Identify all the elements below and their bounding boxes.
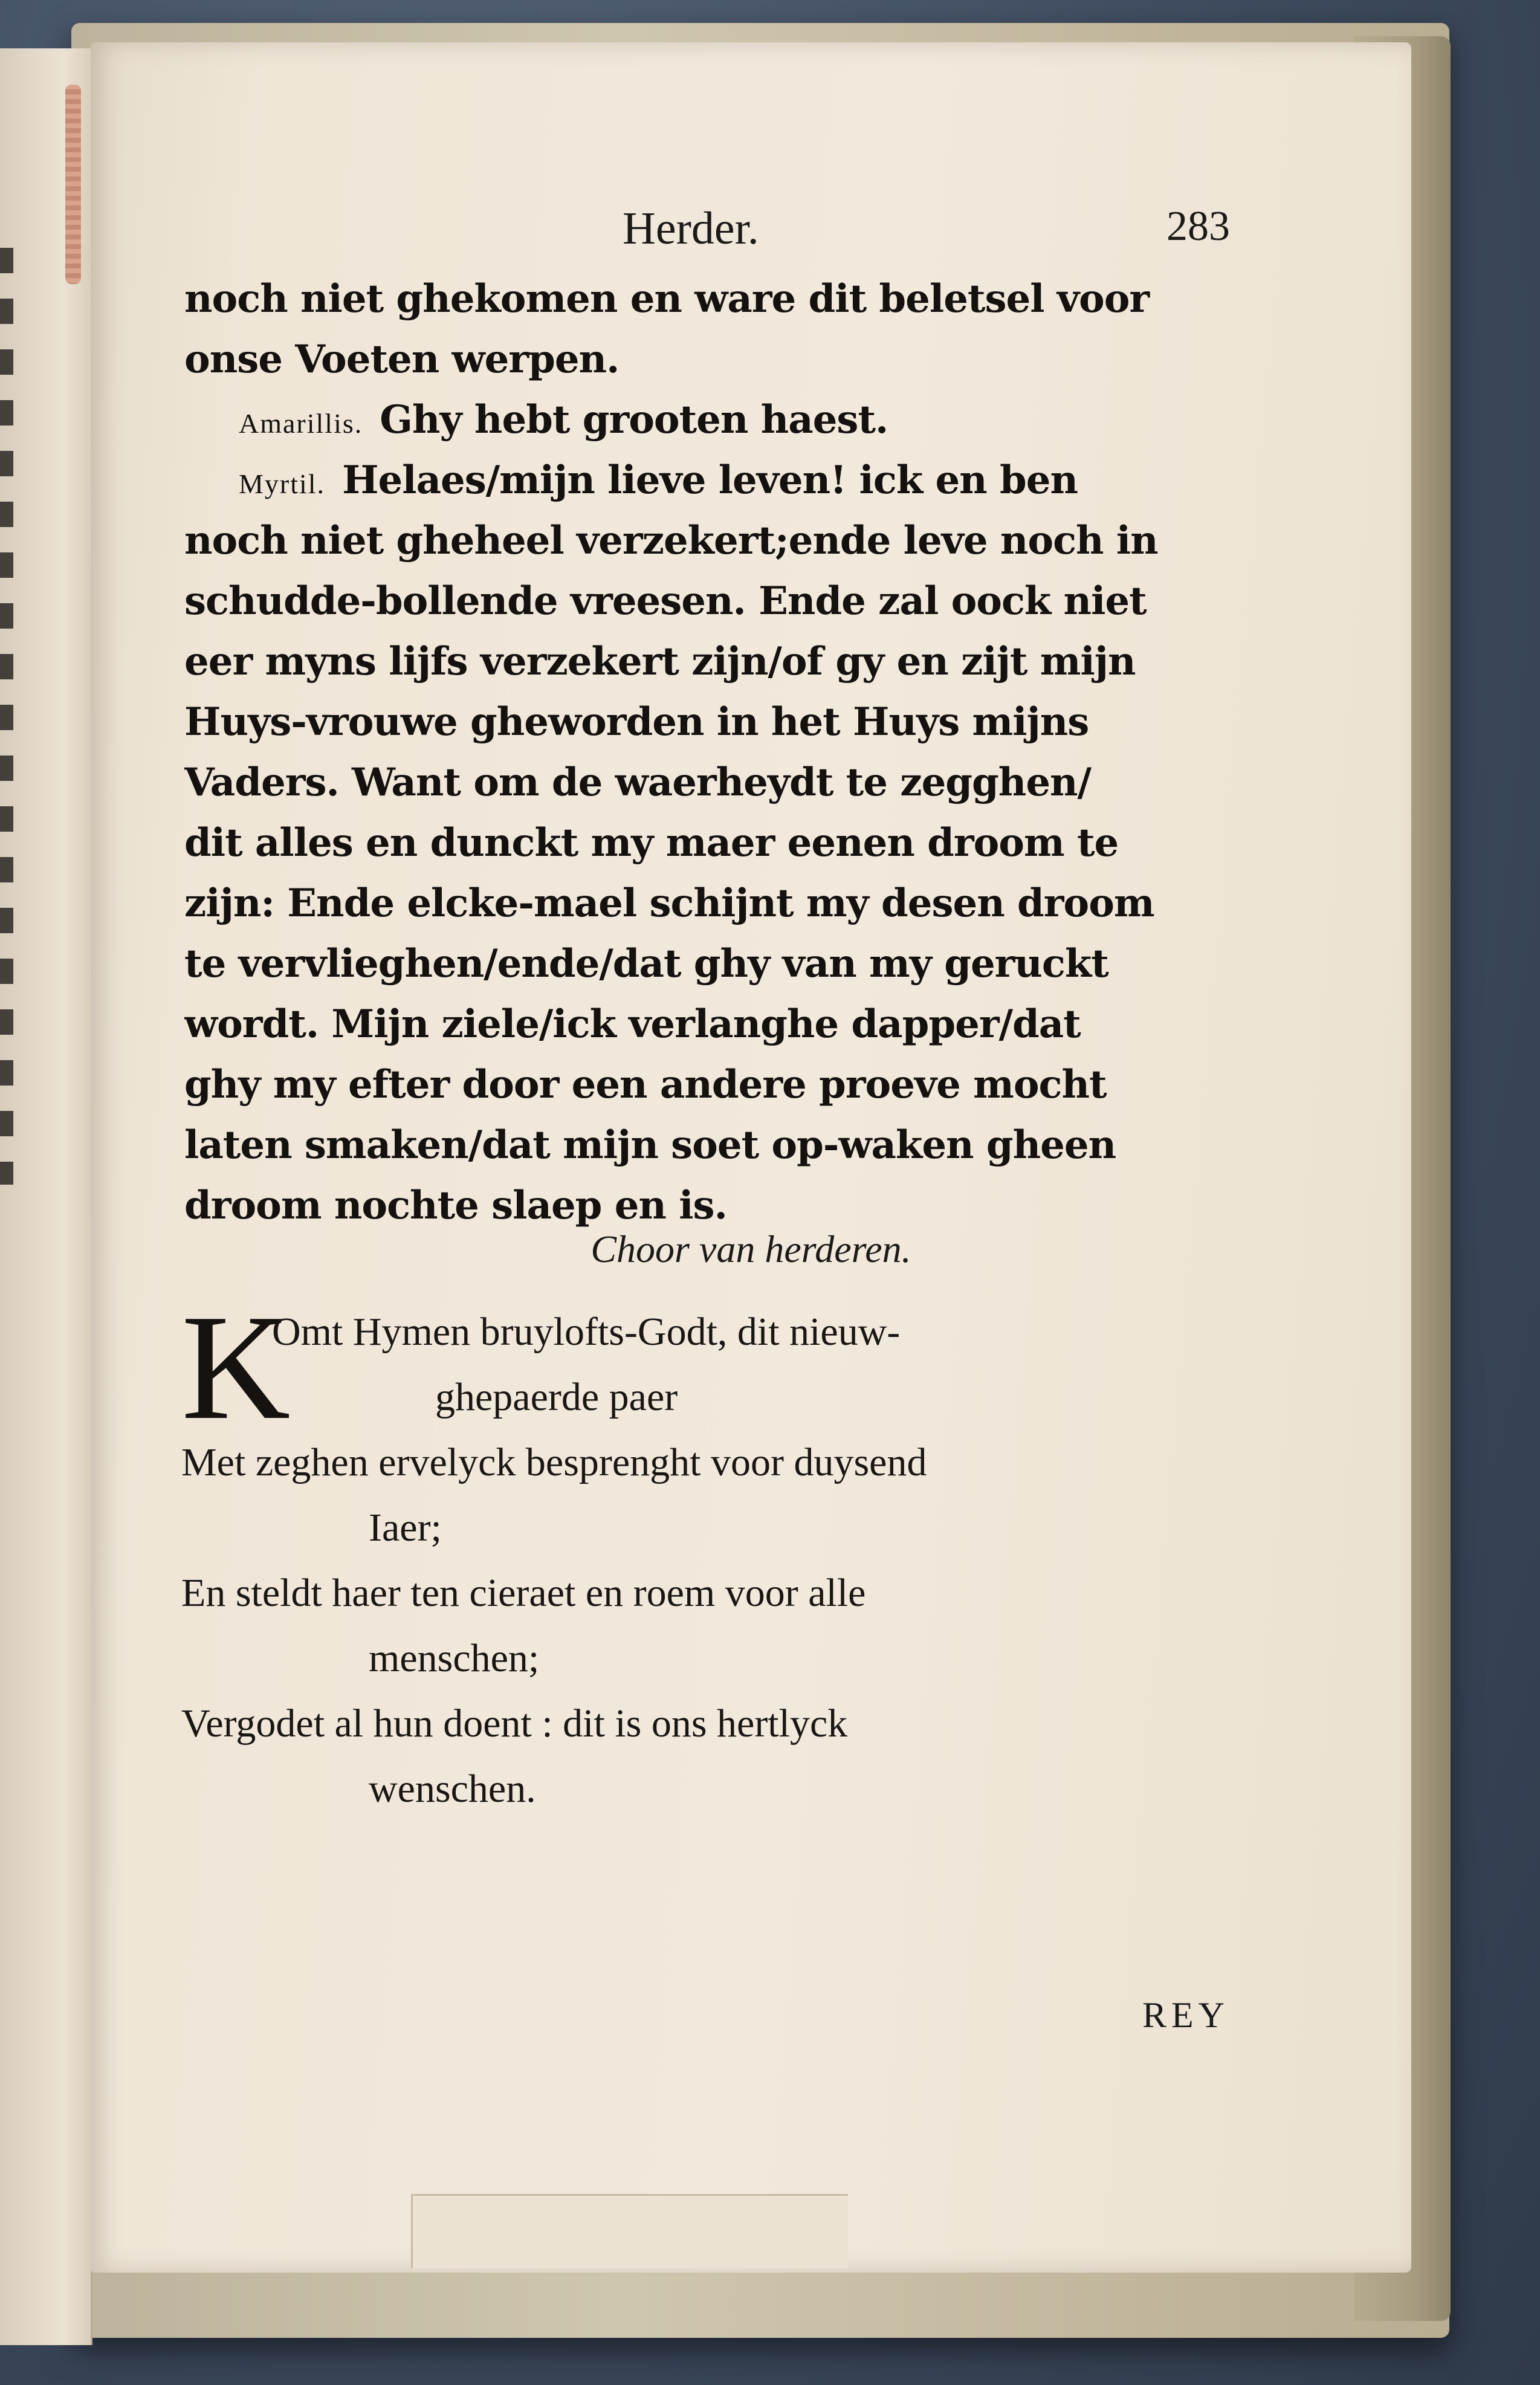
binding-thread xyxy=(65,85,81,284)
text-line: zijn: Ende elcke-mael schijnt my desen droom xyxy=(184,881,1154,926)
left-page-text-edge xyxy=(0,248,13,1185)
page-fold-tab xyxy=(411,2194,848,2268)
page-number: 283 xyxy=(1166,203,1230,250)
text-line: Huys-vrouwe gheworden in het Huys mijns xyxy=(184,699,1089,745)
left-facing-page xyxy=(0,48,92,2345)
speech-text: Ghy hebt grooten haest. xyxy=(380,397,888,442)
verse-line: ghepaerde paer xyxy=(435,1375,678,1419)
text-line: ghy my efter door een andere proeve mocht xyxy=(184,1062,1107,1107)
verse-line: Iaer; xyxy=(369,1506,442,1550)
chorus-heading: Choor van herderen. xyxy=(590,1228,911,1270)
text-line: laten smaken/dat mijn soet op-waken gheen xyxy=(184,1122,1116,1168)
text-line: wordt. Mijn ziele/ick verlanghe dapper/dat xyxy=(184,1002,1081,1047)
verse-line: wenschen. xyxy=(369,1767,536,1811)
chorus-verse xyxy=(181,1284,1360,1822)
text-line: dit alles en dunckt my maer eenen droom te xyxy=(184,820,1119,866)
verse-line: Omt Hymen bruylofts-Godt, dit nieuw- xyxy=(272,1310,901,1354)
speech-line xyxy=(184,390,1351,450)
text-line: Vaders. Want om de waerheydt te zegghen/ xyxy=(184,760,1091,805)
speech-line xyxy=(184,450,1351,511)
header-title: Herder. xyxy=(623,203,759,254)
book-page xyxy=(91,42,1411,2273)
drop-cap: K xyxy=(181,1284,291,1451)
speaker-name: Myrtil. xyxy=(239,468,326,499)
text-line: schudde-bollende vreesen. Ende zal oock niet xyxy=(184,578,1147,624)
dialogue-text xyxy=(184,269,1351,1236)
verse-line: menschen; xyxy=(369,1636,540,1680)
catchword: REY xyxy=(1142,1995,1229,2035)
verse-line: Met zeghen ervelyck besprenght voor duysend xyxy=(181,1440,927,1484)
speech-text: Helaes/mijn lieve leven! ick en ben xyxy=(342,458,1078,503)
verse-line: Vergodet al hun doent : dit is ons hertlyck xyxy=(181,1701,848,1746)
verse-line: En steldt haer ten cieraet en roem voor alle xyxy=(181,1571,866,1615)
text-line: noch niet gheheel verzekert;ende leve noch in xyxy=(184,518,1158,563)
text-line: droom nochte slaep en is. xyxy=(184,1183,727,1228)
text-line: eer myns lijfs verzekert zijn/of gy en zijt mijn xyxy=(184,639,1136,684)
text-line: onse Voeten werpen. xyxy=(184,337,620,382)
text-line: te vervlieghen/ende/dat ghy van my geruckt xyxy=(184,941,1108,986)
speaker-name: Amarillis. xyxy=(239,408,363,439)
text-line: noch niet ghekomen en ware dit beletsel voor xyxy=(184,276,1150,322)
running-header xyxy=(91,202,1411,269)
